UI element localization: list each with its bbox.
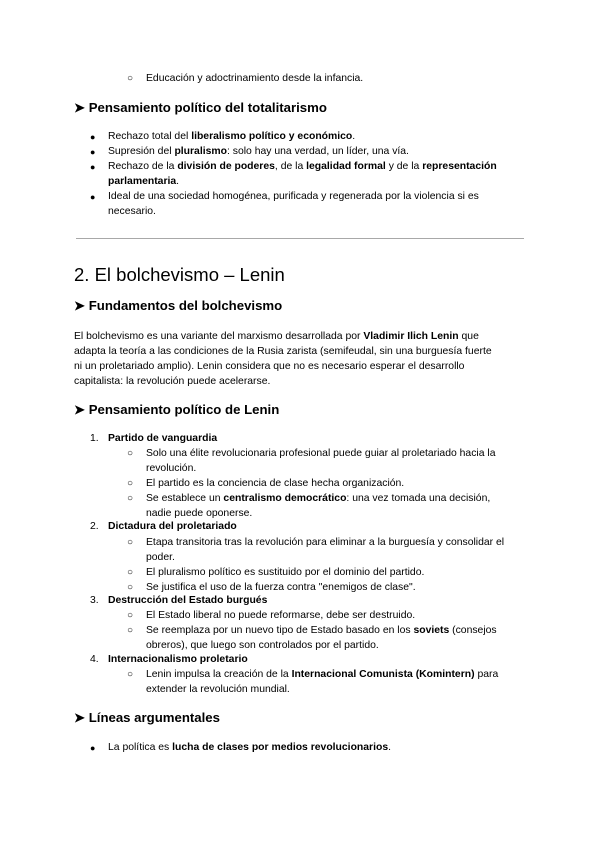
heading-text: Pensamiento político del totalitarismo	[88, 100, 327, 115]
circle-bullet-icon: ○	[127, 567, 134, 578]
list-item	[146, 623, 497, 638]
circle-bullet-icon: ○	[127, 448, 134, 459]
text: La política es	[108, 742, 173, 753]
text: Se establece un	[146, 493, 224, 504]
heading-text: Fundamentos del bolchevismo	[88, 298, 283, 313]
text: Se reemplaza por un nuevo tipo de Estado basado en los	[146, 625, 414, 636]
list-item: El Estado liberal no puede reformarse, debe ser destruido.	[146, 610, 416, 621]
text: Supresión del	[108, 146, 175, 157]
arrow-icon: ➤	[74, 402, 86, 417]
list-item-title: Internacionalismo proletario	[108, 654, 248, 665]
list-item: Solo una élite revolucionaria profesional puede guiar al proletariado hacia la	[146, 448, 496, 459]
list-item-continuation: obreros), que luego son controlados por el partido.	[146, 640, 379, 651]
text: : una vez tomada una decisión,	[346, 493, 491, 504]
list-item-title: Destrucción del Estado burgués	[108, 595, 268, 606]
text: .	[352, 131, 356, 142]
bullet-icon: ●	[90, 132, 96, 142]
list-number: 1.	[90, 433, 99, 444]
list-item-continuation: poder.	[146, 552, 175, 563]
list-item	[108, 740, 391, 755]
heading-lenin	[74, 401, 279, 419]
arrow-icon: ➤	[74, 100, 86, 115]
text: (consejos	[449, 625, 497, 636]
bullet-icon: ●	[90, 192, 96, 202]
circle-bullet-icon: ○	[127, 73, 134, 84]
bold-text: pluralismo	[174, 146, 227, 157]
list-item: Ideal de una sociedad homogénea, purificada y regenerada por la violencia si es	[108, 191, 479, 202]
list-item-title: Dictadura del proletariado	[108, 521, 237, 532]
paragraph-line	[74, 329, 479, 344]
text: El bolchevismo es una variante del marxismo desarrollada por	[74, 331, 364, 342]
text: y de la	[385, 161, 423, 172]
bold-text: liberalismo político y económico	[191, 131, 353, 142]
section-title: 2. El bolchevismo – Lenin	[74, 264, 285, 285]
circle-bullet-icon: ○	[127, 582, 134, 593]
list-number: 2.	[90, 521, 99, 532]
list-item: Etapa transitoria tras la revolución para eliminar a la burguesía y consolidar el	[146, 537, 505, 548]
paragraph-line: adapta la teoría a las condiciones de la Rusia zarista (semifeudal, sin una burguesía fuerte	[74, 346, 492, 357]
list-item-continuation: nadie puede oponerse.	[146, 508, 253, 519]
circle-bullet-icon: ○	[127, 478, 134, 489]
list-item	[146, 491, 490, 506]
heading-text: Líneas argumentales	[88, 710, 220, 725]
heading-fundamentos	[74, 297, 282, 315]
text: Lenin impulsa la creación de la	[146, 669, 292, 680]
text: Rechazo de la	[108, 161, 178, 172]
arrow-icon: ➤	[74, 710, 86, 725]
text: .	[176, 176, 180, 187]
circle-bullet-icon: ○	[127, 493, 134, 504]
list-number: 4.	[90, 654, 99, 665]
circle-bullet-icon: ○	[127, 610, 134, 621]
circle-bullet-icon: ○	[127, 669, 134, 680]
list-item	[146, 667, 498, 682]
list-item-continuation	[108, 174, 179, 189]
list-item	[108, 144, 409, 159]
bold-text: soviets	[413, 625, 450, 636]
bullet-icon: ●	[90, 162, 96, 172]
list-item-continuation: extender la revolución mundial.	[146, 684, 290, 695]
list-item: El partido es la conciencia de clase hecha organización.	[146, 478, 405, 489]
horizontal-divider	[76, 238, 524, 239]
bold-text: legalidad formal	[306, 161, 386, 172]
bold-text: representación	[422, 161, 497, 172]
heading-lineas	[74, 709, 220, 727]
heading-totalitarismo	[74, 99, 327, 117]
bold-text: centralismo democrático	[223, 493, 347, 504]
list-item	[108, 159, 497, 174]
bold-text: Internacional Comunista (Komintern)	[291, 669, 475, 680]
list-item: El pluralismo político es sustituido por el dominio del partido.	[146, 567, 425, 578]
text: , de la	[274, 161, 307, 172]
bullet-icon: ●	[90, 743, 96, 753]
bold-text: parlamentaria	[108, 176, 177, 187]
heading-text: Pensamiento político de Lenin	[88, 402, 280, 417]
list-item-title: Partido de vanguardia	[108, 433, 218, 444]
list-number: 3.	[90, 595, 99, 606]
text: .	[388, 742, 391, 753]
list-item: Educación y adoctrinamiento desde la infancia.	[146, 73, 364, 84]
bullet-icon: ●	[90, 147, 96, 157]
list-item-continuation: revolución.	[146, 463, 197, 474]
bold-text: lucha de clases por medios revolucionarios	[172, 742, 389, 753]
bold-text: división de poderes	[177, 161, 275, 172]
circle-bullet-icon: ○	[127, 625, 134, 636]
text: para	[474, 669, 499, 680]
bold-text: Vladimir Ilich Lenin	[363, 331, 459, 342]
paragraph-line: ni un proletariado amplio). Lenin considera que no es necesario esperar el desarrollo	[74, 361, 465, 372]
arrow-icon: ➤	[74, 298, 86, 313]
text: que	[458, 331, 479, 342]
list-item: Se justifica el uso de la fuerza contra "enemigos de clase".	[146, 582, 416, 593]
list-item	[108, 129, 355, 144]
paragraph-line: capitalista: la revolución puede acelerarse.	[74, 376, 271, 387]
text: : solo hay una verdad, un líder, una vía.	[226, 146, 409, 157]
circle-bullet-icon: ○	[127, 537, 134, 548]
text: Rechazo total del	[108, 131, 192, 142]
list-item-continuation: necesario.	[108, 206, 156, 217]
